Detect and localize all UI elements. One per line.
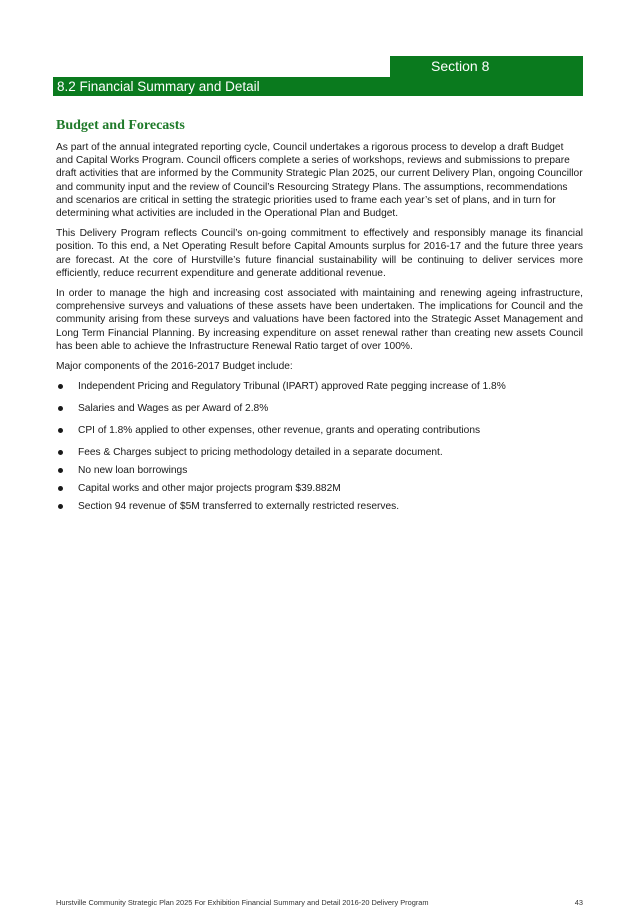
page-footer — [56, 898, 583, 907]
list-item — [56, 482, 583, 495]
bullet-icon — [58, 384, 63, 389]
section-title-bar — [53, 77, 583, 96]
list-item-text: Independent Pricing and Regulatory Tribunal (IPART) approved Rate pegging increase of 1.8% — [78, 381, 506, 393]
bullet-icon — [58, 486, 63, 491]
paragraph-infrastructure: In order to manage the high and increasing cost associated with maintaining and renewing ageing infrastructure, comprehensive surveys and valuations of these assets have been undertaken. The implications for Council and the community arising from these surveys and valuations have been factored into the Strategic Asset Management and Long Term Financial Planning. By increasing expenditure on asset renewal rather than creating new assets Council has been able to achieve the Infrastructure Renewal Ratio target of over 100%. — [56, 288, 583, 352]
section-tab-label: Section 8 — [431, 58, 490, 74]
bullet-icon — [58, 450, 63, 455]
main-content — [56, 118, 583, 518]
page-number: 43 — [574, 898, 583, 907]
paragraph-major-components: Major components of the 2016-2017 Budget include: — [56, 361, 293, 373]
footer-text: Hurstville Community Strategic Plan 2025 For Exhibition Financial Summary and Detail 2016-20 Delivery Program — [56, 898, 429, 907]
list-item-text: No new loan borrowings — [78, 465, 188, 477]
page-heading: Budget and Forecasts — [56, 118, 185, 133]
bullet-icon — [58, 428, 63, 433]
section-title: 8.2 Financial Summary and Detail — [57, 79, 260, 94]
list-item — [56, 446, 583, 459]
budget-components-list — [56, 380, 583, 513]
list-item — [56, 424, 583, 437]
paragraph-intro: As part of the annual integrated reporting cycle, Council undertakes a rigorous process to develop a draft Budget and Capital Works Program. Council officers complete a series of workshops, reviews and submissions to prepare draft activities that are informed by the Community Strategic Plan 2025, our current Delivery Plan, ongoing Councillor and community input and the review of Council’s Resourcing Strategy Plans. The assumptions, recommendations and scenarios are critical in setting the strategic priorities used to frame each year’s set of plans, and in turn for determining what activities are included in the Operational Plan and Budget. — [56, 142, 583, 220]
list-item — [56, 380, 583, 393]
list-item — [56, 500, 583, 513]
bullet-icon — [58, 406, 63, 411]
list-item-text: Fees & Charges subject to pricing methodology detailed in a separate document. — [78, 447, 443, 459]
list-item-text: CPI of 1.8% applied to other expenses, other revenue, grants and operating contributions — [78, 425, 481, 437]
paragraph-delivery-program: This Delivery Program reflects Council’s on-going commitment to effectively and responsibly manage its financial position. To this end, a Net Operating Result before Capital Amounts surplus for 2016-17 and the future three years are forecast. At the core of Hurstville’s future financial sustainability will be continuing to deliver services more efficiently, reduce recurrent expenditure and generate additional revenue. — [56, 228, 583, 279]
list-item — [56, 402, 583, 415]
bullet-icon — [58, 504, 63, 509]
list-item-text: Capital works and other major projects program $39.882M — [78, 483, 341, 495]
list-item-text: Salaries and Wages as per Award of 2.8% — [78, 403, 269, 415]
bullet-icon — [58, 468, 63, 473]
list-item-text: Section 94 revenue of $5M transferred to externally restricted reserves. — [78, 501, 400, 513]
list-item — [56, 464, 583, 477]
section-tab — [390, 56, 583, 77]
